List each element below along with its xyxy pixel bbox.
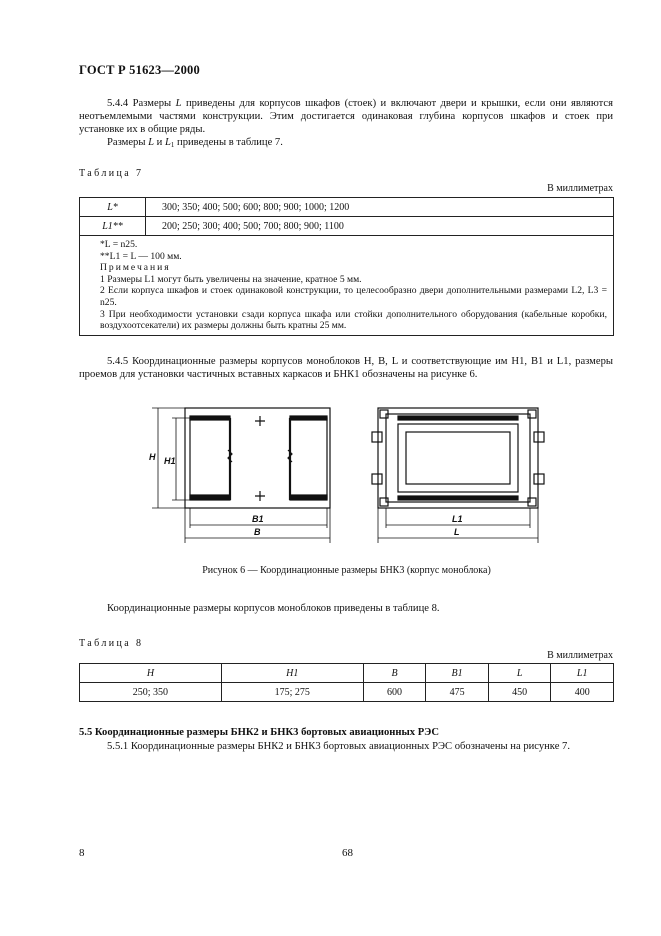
fig6-left-rail-1 bbox=[190, 416, 230, 420]
fig6-right-inner bbox=[386, 414, 530, 502]
figure-6-caption: Рисунок 6 — Координационные размеры БНК3 (корпус моноблока) bbox=[202, 565, 491, 576]
table7-note-1: 1 Размеры L1 могут быть увеличены на значение, кратное 5 мм. bbox=[100, 273, 362, 285]
fig6-label-l: L bbox=[454, 527, 460, 537]
table7-unit: В миллиметрах bbox=[547, 183, 613, 194]
paragraph-5-5-1: 5.5.1 Координационные размеры БНК2 и БНК3 бортовых авиационных РЭС обозначены на рисунке 7. bbox=[107, 741, 570, 752]
table-7 bbox=[79, 197, 614, 336]
fig6-left-rail-3 bbox=[190, 495, 230, 499]
p544-text-e: приведены в таблице 7. bbox=[174, 137, 283, 148]
table7-note-footnote2: **L1 = L — 100 мм. bbox=[100, 250, 182, 262]
paragraph-table8-intro: Координационные размеры корпусов моноблоков приведены в таблице 8. bbox=[107, 603, 440, 614]
fig6-right-core bbox=[398, 424, 518, 492]
fig6-right-window bbox=[406, 432, 510, 484]
fig6-right-lug-1 bbox=[372, 432, 382, 442]
table7-values-l1: 200; 250; 300; 400; 500; 700; 800; 900; 1100 bbox=[146, 217, 614, 236]
table-8 bbox=[79, 663, 614, 702]
table8-value-l1: 400 bbox=[551, 683, 614, 702]
table7-notes bbox=[80, 236, 614, 336]
table7-note-3: 3 При необходимости установки сзади корпуса шкафа или стойки дополнительного оборудования (кабельные коробки, воздухоотсекатели) их размеры должны быть кратны 25 мм. bbox=[100, 308, 607, 332]
fig6-right-rail-bottom bbox=[398, 496, 518, 500]
p544-symbol-l1: L bbox=[164, 137, 171, 148]
fig6-left-wall-a bbox=[190, 418, 230, 500]
table8-value-b1: 475 bbox=[426, 683, 489, 702]
fig6-left-outer bbox=[185, 408, 330, 508]
table8-header-l1: L1 bbox=[551, 664, 614, 683]
table8-unit: В миллиметрах bbox=[547, 650, 613, 661]
section-5-5-title: 5.5 Координационные размеры БНК2 и БНК3 бортовых авиационных РЭС bbox=[79, 727, 440, 738]
table8-header-b1: B1 bbox=[426, 664, 489, 683]
table8-value-h1: 175; 275 bbox=[221, 683, 363, 702]
p544-symbol-l2: L bbox=[148, 137, 155, 148]
fig6-break-mark-1 bbox=[228, 450, 232, 462]
table7-values-l: 300; 350; 400; 500; 600; 800; 900; 1000; 1200 bbox=[146, 198, 614, 217]
table8-caption: Таблица 8 bbox=[79, 638, 144, 649]
paragraph-5-4-5: 5.4.5 Координационные размеры корпусов моноблоков H, B, L и соответствующие им H1, B1 и L1, размеры проемов для установки частичных вставных каркасов и БНК1 обозначены на рисунке 6. bbox=[79, 356, 613, 380]
fig6-left-rail-2 bbox=[290, 416, 327, 420]
table7-notes-heading: Примечания bbox=[100, 262, 171, 274]
p544-symbol-l1-sub: 1 bbox=[170, 141, 175, 149]
table-row bbox=[80, 236, 614, 336]
fig6-right-lug-4 bbox=[534, 474, 544, 484]
figure-6-drawing bbox=[140, 398, 560, 553]
table7-caption: Таблица 7 bbox=[79, 168, 144, 179]
p544-text-c: Размеры bbox=[107, 137, 149, 148]
table-row bbox=[80, 683, 614, 702]
fig6-left-rail-4 bbox=[290, 495, 327, 499]
fig6-break-mark-2 bbox=[288, 450, 292, 462]
table8-header-l: L bbox=[488, 664, 551, 683]
table-row bbox=[80, 217, 614, 236]
standard-header: ГОСТ Р 51623—2000 bbox=[79, 63, 200, 77]
fig6-label-b1: B1 bbox=[252, 514, 264, 524]
p544-text-b: приведены для корпусов шкафов (стоек) и включают двери и крышки, если они являются неотъемлемыми частями конструкции. Этим достигается одинаковая глубина корпусов шкафов и стоек при установке их в общие ряды. bbox=[79, 98, 614, 135]
footer-left-number: 8 bbox=[79, 847, 85, 859]
page-number: 68 bbox=[342, 847, 353, 859]
table8-value-b: 600 bbox=[363, 683, 426, 702]
paragraph-5-4-4 bbox=[79, 97, 613, 152]
table8-value-l: 450 bbox=[488, 683, 551, 702]
table7-label-l: L* bbox=[80, 198, 146, 217]
table8-header-h: H bbox=[80, 664, 222, 683]
fig6-right-rail-top bbox=[398, 416, 518, 420]
table-row bbox=[80, 198, 614, 217]
table7-note-footnote1: *L = n25. bbox=[100, 239, 138, 250]
fig6-plus-1 bbox=[255, 416, 265, 426]
table7-label-l1: L1** bbox=[80, 217, 146, 236]
fig6-label-h: H bbox=[149, 452, 156, 462]
table-row bbox=[80, 664, 614, 683]
table8-header-h1: H1 bbox=[221, 664, 363, 683]
fig6-label-l1: L1 bbox=[452, 514, 463, 524]
table7-note-2: 2 Если корпуса шкафов и стоек одинаковой конструкции, то целесообразно двери дополнительными размерами L2, L3 = n25. bbox=[100, 285, 607, 308]
p544-symbol-l: L bbox=[175, 98, 182, 109]
fig6-right-lug-2 bbox=[534, 432, 544, 442]
fig6-label-b: B bbox=[254, 527, 261, 537]
table8-value-h: 250; 350 bbox=[80, 683, 222, 702]
p544-text-d: и bbox=[154, 137, 165, 148]
fig6-right-lug-3 bbox=[372, 474, 382, 484]
fig6-right-outer bbox=[378, 408, 538, 508]
fig6-label-h1: H1 bbox=[164, 456, 176, 466]
p544-text-a: 5.4.4 Размеры bbox=[107, 98, 176, 109]
fig6-plus-2 bbox=[255, 491, 265, 501]
fig6-left-wall-b bbox=[290, 418, 327, 500]
table8-header-b: B bbox=[363, 664, 426, 683]
